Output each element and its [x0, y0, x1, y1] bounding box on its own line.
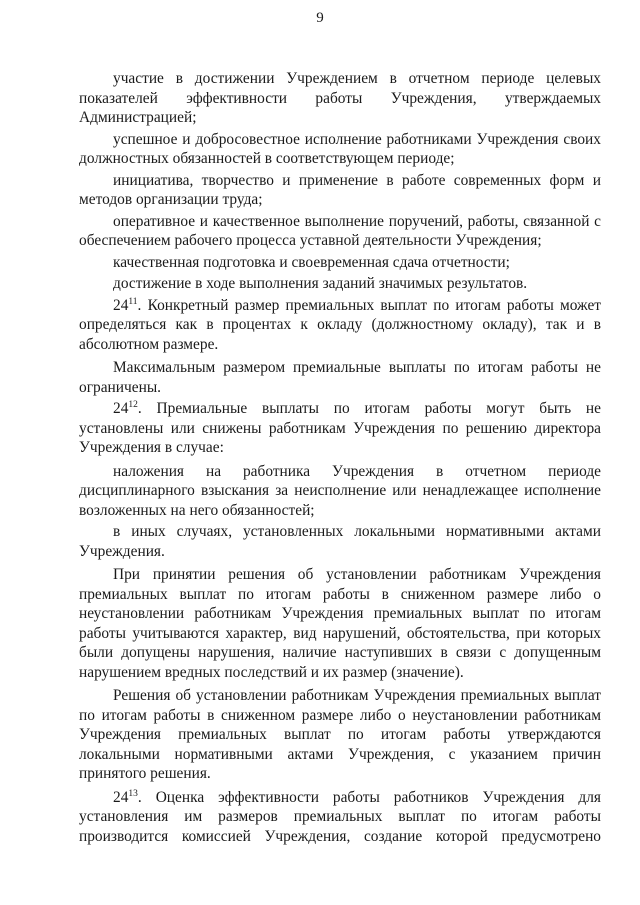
clause-text: . Премиальные выплаты по итогам работы могут быть не установлены или снижены работникам Учреждения по решению директора Учреждения в случае:	[79, 400, 601, 456]
clause-text: . Конкретный размер премиальных выплат по итогам работы может определяться как в процентах к окладу (должностному окладу), так и в абсолютном размере.	[79, 296, 601, 353]
paragraph-reporting: качественная подготовка и своевременная сдача отчетности;	[113, 253, 510, 271]
clause-superscript: 12	[128, 400, 138, 410]
clause-base: 24	[113, 788, 129, 806]
clause-base: 24	[113, 296, 129, 314]
paragraph-disciplinary: наложения на работника Учреждения в отчетном периоде дисциплинарного взыскания за неисполнение или ненадлежащее исполнение возложенных на него обязанностей;	[79, 462, 601, 519]
clause-number	[113, 789, 138, 806]
paragraph-other-cases: в иных случаях, установленных локальными нормативными актами Учреждения.	[79, 523, 601, 560]
paragraph-initiative: инициатива, творчество и применение в работе современных форм и методов организации труда;	[79, 171, 601, 208]
paragraph-assignments: оперативное и качественное выполнение поручений, работы, связанной с обеспечением рабочего процесса уставной деятельности Учреждения;	[79, 212, 601, 249]
paragraph-decision-factors: При принятии решения об установлении работникам Учреждения премиальных выплат по итогам работы в сниженном размере либо о неустановлении работникам Учреждения премиальных выплат по итогам работы учитываются характер, вид нарушений, обстоятельства, при которых были допущены нарушения, наличие наступивших в связи с допущенным нарушением вредных последствий и их размер (значение).	[79, 566, 601, 681]
clause-24-12	[79, 399, 601, 458]
document-body	[79, 69, 601, 846]
clause-base: 24	[113, 400, 129, 417]
page-number: 9	[316, 10, 324, 26]
paragraph-results: достижение в ходе выполнения заданий значимых результатов.	[113, 275, 528, 292]
paragraph-max-size: Максимальным размером премиальные выплаты по итогам работы не ограничены.	[79, 359, 601, 396]
clause-superscript: 11	[128, 296, 138, 307]
clause-24-13	[79, 788, 601, 847]
clause-24-11	[79, 296, 601, 355]
paragraph-target-indicators: участие в достижении Учреждением в отчетном периоде целевых показателей эффективности работы Учреждения, утверждаемых Администрацией;	[79, 70, 601, 126]
clause-text: . Оценка эффективности работы работников Учреждения для установления им размеров премиальных выплат по итогам работы производится комиссией Учреждения, создание которой предусмотрено	[79, 788, 601, 845]
clause-number	[113, 400, 138, 417]
paragraph-decisions-approval: Решения об установлении работникам Учреждения премиальных выплат по итогам работы в сниженном размере либо о неустановлении работникам Учреждения премиальных выплат по итогам работы утверждаются локальными нормативными актами Учреждения, с указанием причин принятого решения.	[79, 687, 601, 782]
clause-superscript: 13	[128, 788, 138, 799]
clause-number	[113, 297, 138, 314]
paragraph-duties: успешное и добросовестное исполнение работниками Учреждения своих должностных обязанностей в соответствующем периоде;	[79, 130, 601, 167]
